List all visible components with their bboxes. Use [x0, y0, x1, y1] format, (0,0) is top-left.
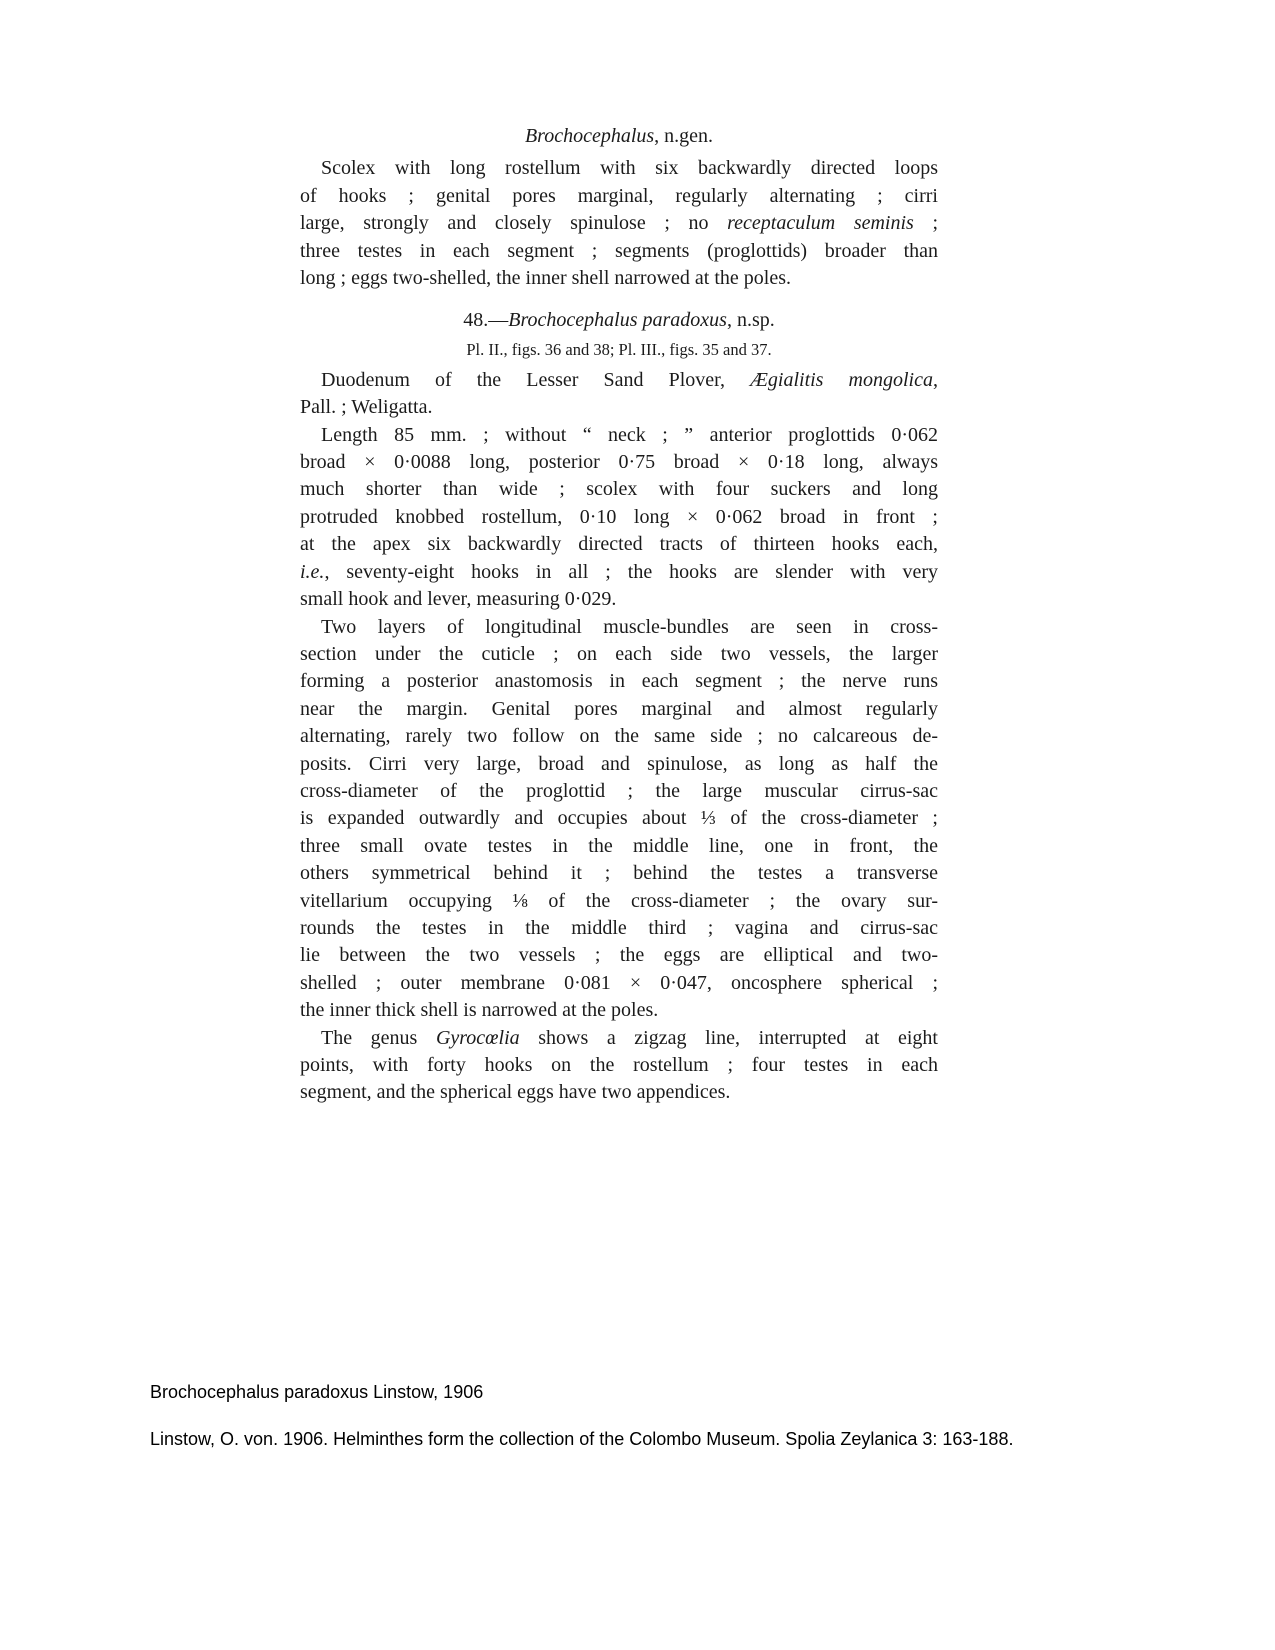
- gyrocoelia-paragraph: [300, 1025, 938, 1107]
- text-line: cross-diameter of the proglottid ; the large muscular cirrus-sac: [300, 779, 938, 802]
- text-line: Length 85 mm. ; without “ neck ; ” anterior proglottids 0·062: [321, 423, 938, 446]
- reference-citation: Linstow, O. von. 1906. Helminthes form the collection of the Colombo Museum. Spolia Zeylanica 3: 163-188.: [150, 1429, 1014, 1449]
- plate-figures-line: Pl. II., figs. 36 and 38; Pl. III., figs. 35 and 37.: [466, 339, 772, 359]
- scan-text-block: [300, 123, 938, 1107]
- text-line: protruded knobbed rostellum, 0·10 long × 0·062 broad in front ;: [300, 505, 938, 528]
- text-line: at the apex six backwardly directed tracts of thirteen hooks each,: [300, 533, 938, 556]
- text-line: section under the cuticle ; on each side two vessels, the larger: [300, 642, 938, 665]
- text-line: i.e., seventy-eight hooks in all ; the hooks are slender with very: [300, 560, 938, 583]
- text-line: Scolex with long rostellum with six backwardly directed loops: [321, 157, 938, 180]
- text-line: alternating, rarely two follow on the same side ; no calcareous de-: [300, 725, 938, 748]
- genus-heading: Brochocephalus, n.gen.: [524, 125, 714, 147]
- text-line: forming a posterior anastomosis in each segment ; the nerve runs: [300, 670, 938, 693]
- text-line: lie between the two vessels ; the eggs are elliptical and two-: [300, 944, 938, 967]
- genus-description-paragraph: [300, 155, 938, 292]
- anatomy-paragraph: [300, 614, 938, 1025]
- host-locality-paragraph: [300, 367, 938, 422]
- text-line: Two layers of longitudinal muscle-bundles are seen in cross-: [321, 615, 938, 638]
- text-line: much shorter than wide ; scolex with four suckers and long: [300, 478, 938, 501]
- text-line: rounds the testes in the middle third ; vagina and cirrus-sac: [300, 916, 938, 939]
- text-line: broad × 0·0088 long, posterior 0·75 broad × 0·18 long, always: [300, 451, 938, 474]
- text-line: Pall. ; Weligatta.: [300, 396, 433, 419]
- text-line: The genus Gyrocœlia shows a zigzag line, interrupted at eight: [321, 1026, 938, 1049]
- text-line: of hooks ; genital pores marginal, regularly alternating ; cirri: [300, 184, 938, 207]
- text-line: posits. Cirri very large, broad and spinulose, as long as half the: [300, 752, 938, 775]
- text-line: three small ovate testes in the middle line, one in front, the: [300, 834, 938, 857]
- text-line: large, strongly and closely spinulose ; no receptaculum seminis ;: [300, 212, 938, 235]
- text-line: segment, and the spherical eggs have two appendices.: [300, 1081, 731, 1104]
- text-line: points, with forty hooks on the rostellum ; four testes in each: [300, 1054, 938, 1076]
- species-name-caption: Brochocephalus paradoxus Linstow, 1906: [150, 1382, 484, 1402]
- text-line: vitellarium occupying ⅛ of the cross-diameter ; the ovary sur-: [300, 889, 938, 912]
- text-line: Duodenum of the Lesser Sand Plover, Ægialitis mongolica,: [321, 368, 938, 391]
- text-line: small hook and lever, measuring 0·029.: [300, 588, 617, 611]
- measurements-paragraph: [300, 422, 938, 614]
- text-line: long ; eggs two-shelled, the inner shell narrowed at the poles.: [300, 267, 791, 290]
- species-heading: 48.—Brochocephalus paradoxus, n.sp.: [463, 309, 775, 332]
- text-line: the inner thick shell is narrowed at the poles.: [300, 999, 659, 1022]
- text-line: three testes in each segment ; segments (proglottids) broader than: [300, 239, 938, 262]
- text-line: shelled ; outer membrane 0·081 × 0·047, oncosphere spherical ;: [300, 971, 938, 994]
- text-line: near the margin. Genital pores marginal and almost regularly: [300, 697, 938, 720]
- text-line: is expanded outwardly and occupies about ⅓ of the cross-diameter ;: [300, 807, 938, 830]
- text-line: others symmetrical behind it ; behind the testes a transverse: [300, 862, 938, 885]
